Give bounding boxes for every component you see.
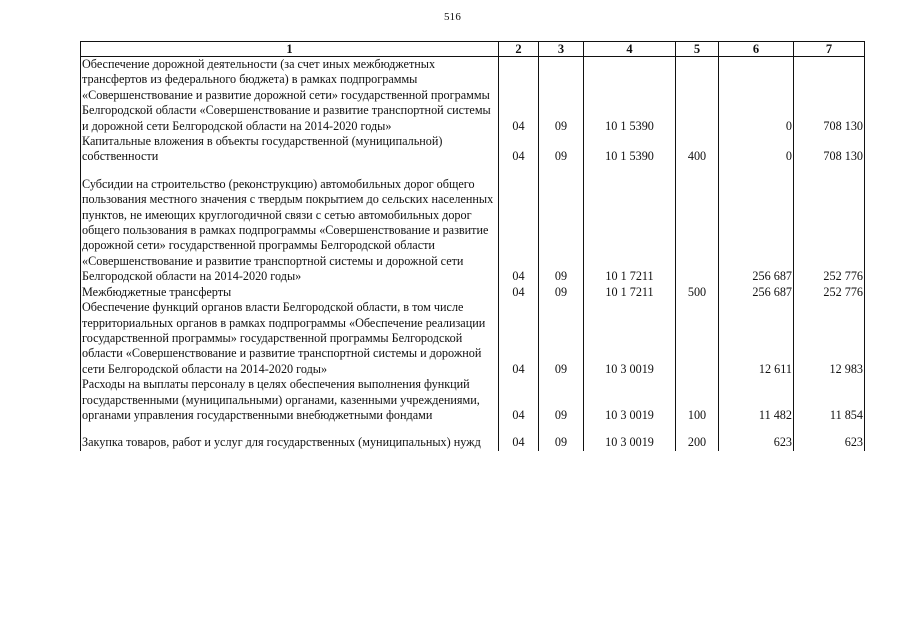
- table-row: [81, 435, 865, 450]
- row-section: 04: [499, 134, 539, 165]
- column-header-4: 4: [584, 42, 676, 57]
- column-header-5: 5: [676, 42, 719, 57]
- row-sum-2: 252 776: [794, 177, 865, 285]
- table-row: [81, 300, 865, 377]
- row-sum-1: 11 482: [719, 377, 794, 423]
- table-spacer: [81, 165, 865, 177]
- page-number: 516: [443, 11, 462, 23]
- table-row: [81, 177, 865, 285]
- column-header-7: 7: [794, 42, 865, 57]
- column-header-1: 1: [81, 42, 499, 57]
- row-sum-1: 256 687: [719, 177, 794, 285]
- row-sum-2: 11 854: [794, 377, 865, 423]
- row-sum-1: 623: [719, 435, 794, 450]
- row-expense-type: 400: [676, 134, 719, 165]
- row-sum-1: 12 611: [719, 300, 794, 377]
- row-subsection: 09: [539, 377, 584, 423]
- row-name: Обеспечение функций органов власти Белгородской области, в том числе территориальных органов в рамках подпрограммы «Обеспечение реализации государственной программы» государственной программы Белгородской области «Совершенствование и развитие транспортной системы и дорожной сети Белгородской области на 2014-2020 годы»: [81, 300, 499, 377]
- row-name: Закупка товаров, работ и услуг для государственных (муниципальных) нужд: [81, 435, 499, 450]
- row-expense-type: 100: [676, 377, 719, 423]
- row-subsection: 09: [539, 435, 584, 450]
- row-expense-type: [676, 300, 719, 377]
- row-section: 04: [499, 177, 539, 285]
- row-name: Расходы на выплаты персоналу в целях обеспечения выполнения функций государственными (муниципальными) органами, казенными учреждениями, органами управления государственными внебюджетными фондами: [81, 377, 499, 423]
- row-name: Обеспечение дорожной деятельности (за счет иных межбюджетных трансфертов из федерального бюджета) в рамках подпрограммы «Совершенствование и развитие дорожной сети» государственной программы Белгородской области «Совершенствование и развитие транспортной системы и дорожной сети Белгородской области на 2014-2020 годы»: [81, 57, 499, 135]
- row-subsection: 09: [539, 177, 584, 285]
- row-target-article: 10 3 0019: [584, 377, 676, 423]
- row-sum-2: 252 776: [794, 285, 865, 300]
- table-header-row: [81, 42, 865, 57]
- row-target-article: 10 1 7211: [584, 177, 676, 285]
- row-name: Субсидии на строительство (реконструкцию) автомобильных дорог общего пользования местного значения с твердым покрытием до сельских населенных пунктов, не имеющих круглогодичной связи с сетью автомобильных дорог общего пользования в рамках подпрограммы «Совершенствование и развитие дорожной сети» государственной программы Белгородской области «Совершенствование и развитие транспортной системы и дорожной сети Белгородской области на 2014-2020 годы»: [81, 177, 499, 285]
- row-sum-2: 623: [794, 435, 865, 450]
- row-section: 04: [499, 377, 539, 423]
- table-row: [81, 57, 865, 135]
- row-expense-type: 500: [676, 285, 719, 300]
- row-section: 04: [499, 300, 539, 377]
- row-expense-type: [676, 177, 719, 285]
- row-section: 04: [499, 57, 539, 135]
- table-row: [81, 377, 865, 423]
- table-row: [81, 285, 865, 300]
- column-header-3: 3: [539, 42, 584, 57]
- row-expense-type: [676, 57, 719, 135]
- table-spacer: [81, 423, 865, 435]
- row-subsection: 09: [539, 300, 584, 377]
- row-sum-1: 256 687: [719, 285, 794, 300]
- row-expense-type: 200: [676, 435, 719, 450]
- row-sum-1: 0: [719, 57, 794, 135]
- row-sum-2: 708 130: [794, 134, 865, 165]
- row-target-article: 10 3 0019: [584, 435, 676, 450]
- row-target-article: 10 1 5390: [584, 57, 676, 135]
- column-header-2: 2: [499, 42, 539, 57]
- row-target-article: 10 1 7211: [584, 285, 676, 300]
- table-row: [81, 134, 865, 165]
- row-section: 04: [499, 285, 539, 300]
- column-header-6: 6: [719, 42, 794, 57]
- row-subsection: 09: [539, 134, 584, 165]
- budget-table: [80, 41, 865, 451]
- row-sum-2: 12 983: [794, 300, 865, 377]
- row-name: Межбюджетные трансферты: [81, 285, 499, 300]
- row-name: Капитальные вложения в объекты государственной (муниципальной) собственности: [81, 134, 499, 165]
- row-target-article: 10 1 5390: [584, 134, 676, 165]
- row-sum-2: 708 130: [794, 57, 865, 135]
- row-sum-1: 0: [719, 134, 794, 165]
- row-target-article: 10 3 0019: [584, 300, 676, 377]
- row-subsection: 09: [539, 57, 584, 135]
- row-section: 04: [499, 435, 539, 450]
- row-subsection: 09: [539, 285, 584, 300]
